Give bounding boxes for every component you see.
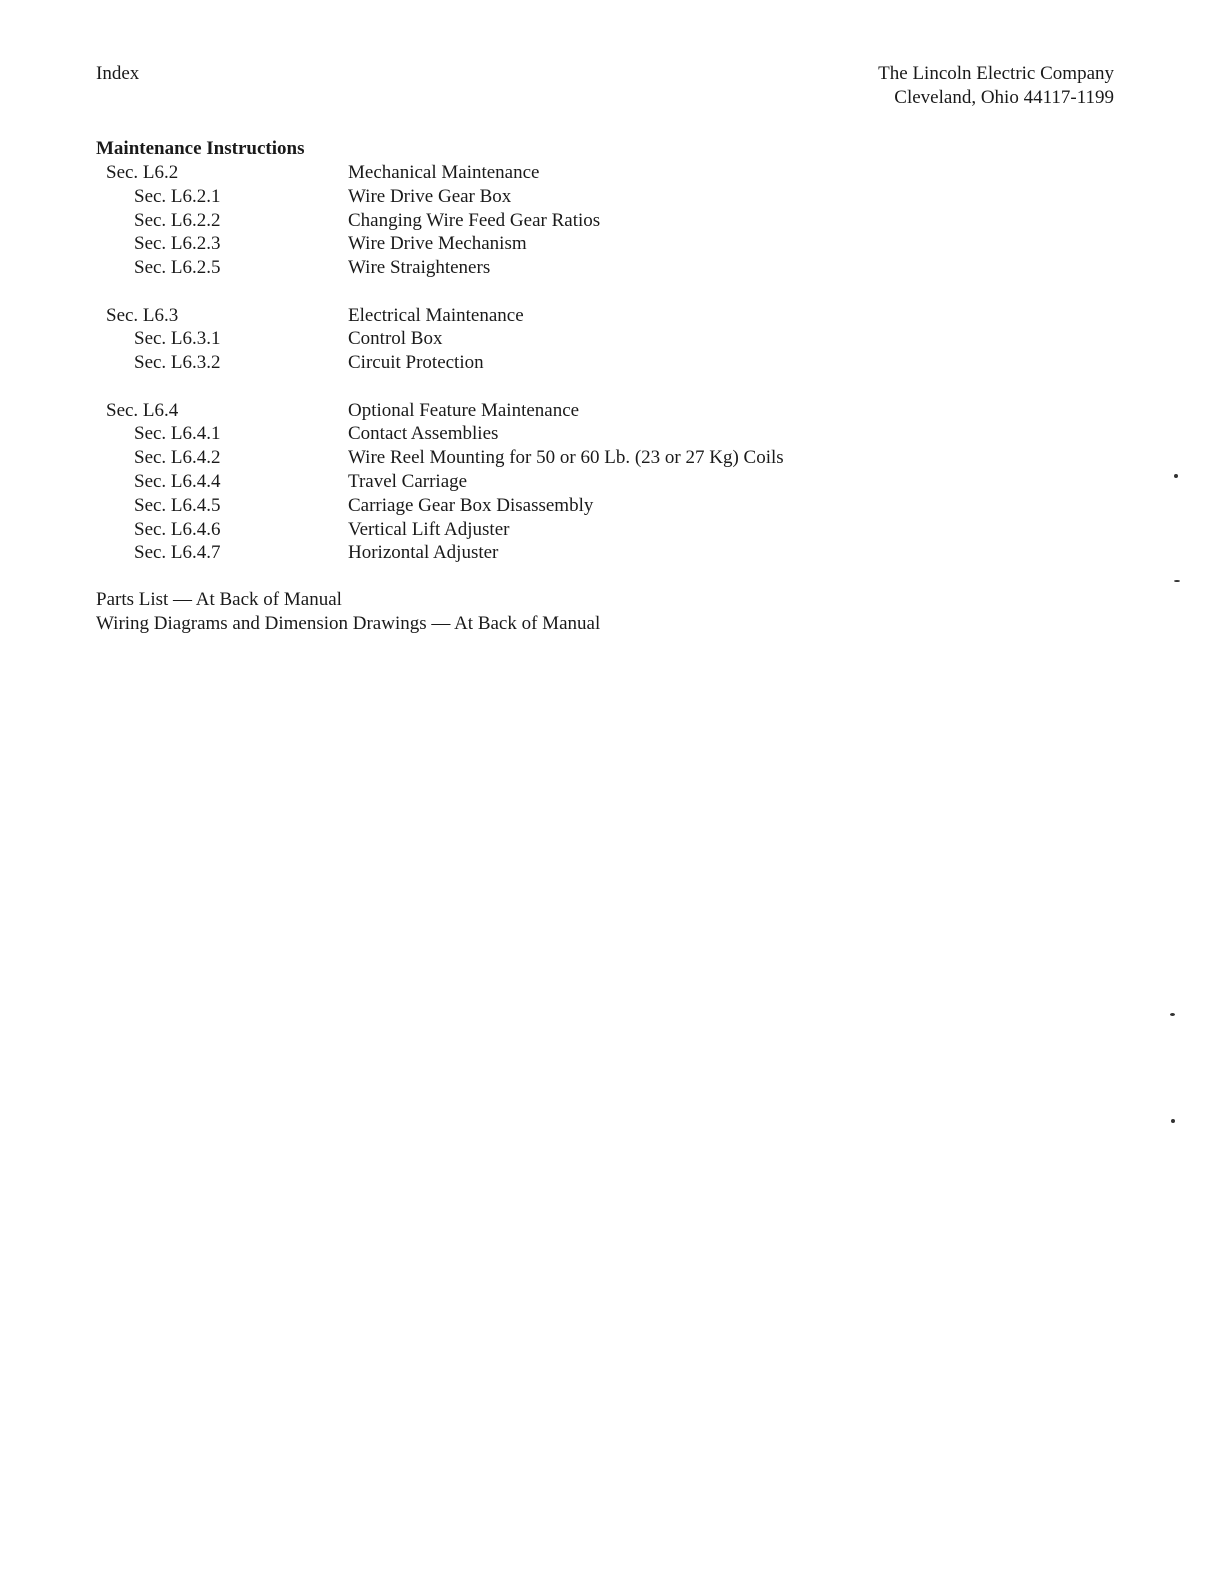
section-title: Control Box	[348, 328, 443, 350]
section-code: Sec. L6.4	[106, 399, 179, 421]
scan-speck	[1170, 1013, 1175, 1016]
company-name: The Lincoln Electric Company	[878, 63, 1114, 84]
scan-speck	[1171, 1119, 1175, 1123]
section-title: Wire Straighteners	[348, 257, 491, 279]
section-title: Circuit Protection	[348, 352, 484, 374]
index-row	[96, 185, 996, 209]
section-code: Sec. L6.4.5	[134, 494, 221, 516]
company-address: Cleveland, Ohio 44117-1199	[894, 87, 1114, 108]
wiring-diagrams-note: Wiring Diagrams and Dimension Drawings — At Back of Manual	[96, 613, 601, 634]
section-code: Sec. L6.3.1	[134, 328, 221, 350]
section-code: Sec. L6.4.1	[134, 423, 221, 445]
section-title: Wire Reel Mounting for 50 or 60 Lb. (23 or 27 Kg) Coils	[348, 447, 784, 469]
index-row	[96, 232, 996, 256]
index-row	[96, 399, 996, 423]
company-header	[878, 62, 1114, 110]
section-title: Carriage Gear Box Disassembly	[348, 494, 594, 516]
section-title: Optional Feature Maintenance	[348, 399, 580, 421]
scan-speck	[1174, 474, 1178, 478]
section-title: Horizontal Adjuster	[348, 542, 499, 564]
section-title: Contact Assemblies	[348, 423, 499, 445]
section-title: Electrical Maintenance	[348, 304, 524, 326]
section-title: Wire Drive Gear Box	[348, 185, 512, 207]
section-title: Mechanical Maintenance	[348, 162, 540, 183]
section-code: Sec. L6.2	[106, 162, 179, 183]
appendix-notes	[96, 588, 600, 636]
section-title: Wire Drive Mechanism	[348, 233, 527, 255]
index-row	[96, 518, 996, 542]
section-title: Travel Carriage	[348, 470, 468, 492]
index-group-l6-2	[96, 161, 996, 280]
index-row	[96, 327, 996, 351]
header-index-label: Index	[96, 63, 140, 84]
section-title: Vertical Lift Adjuster	[348, 518, 510, 540]
index-group-l6-3	[96, 304, 996, 375]
section-code: Sec. L6.2.3	[134, 233, 221, 255]
scan-speck	[1174, 580, 1180, 582]
section-code: Sec. L6.4.2	[134, 447, 221, 469]
index-row	[96, 422, 996, 446]
index-group-l6-4	[96, 399, 996, 566]
index-row	[96, 541, 996, 565]
section-code: Sec. L6.4.4	[134, 470, 221, 492]
index-row	[96, 470, 996, 494]
index-row	[96, 446, 996, 470]
index-row	[96, 209, 996, 233]
maintenance-index	[96, 137, 996, 565]
section-code: Sec. L6.2.1	[134, 185, 221, 207]
section-code: Sec. L6.2.2	[134, 209, 221, 231]
section-code: Sec. L6.2.5	[134, 257, 221, 279]
index-row	[96, 304, 996, 328]
section-code: Sec. L6.3.2	[134, 352, 221, 374]
section-code: Sec. L6.3	[106, 304, 179, 326]
index-row	[96, 351, 996, 375]
section-code: Sec. L6.4.6	[134, 518, 221, 540]
section-heading: Maintenance Instructions	[96, 138, 305, 159]
section-title: Changing Wire Feed Gear Ratios	[348, 209, 601, 231]
parts-list-note: Parts List — At Back of Manual	[96, 589, 342, 610]
section-code: Sec. L6.4.7	[134, 542, 221, 564]
index-row	[96, 161, 996, 185]
index-row	[96, 256, 996, 280]
index-row	[96, 494, 996, 518]
